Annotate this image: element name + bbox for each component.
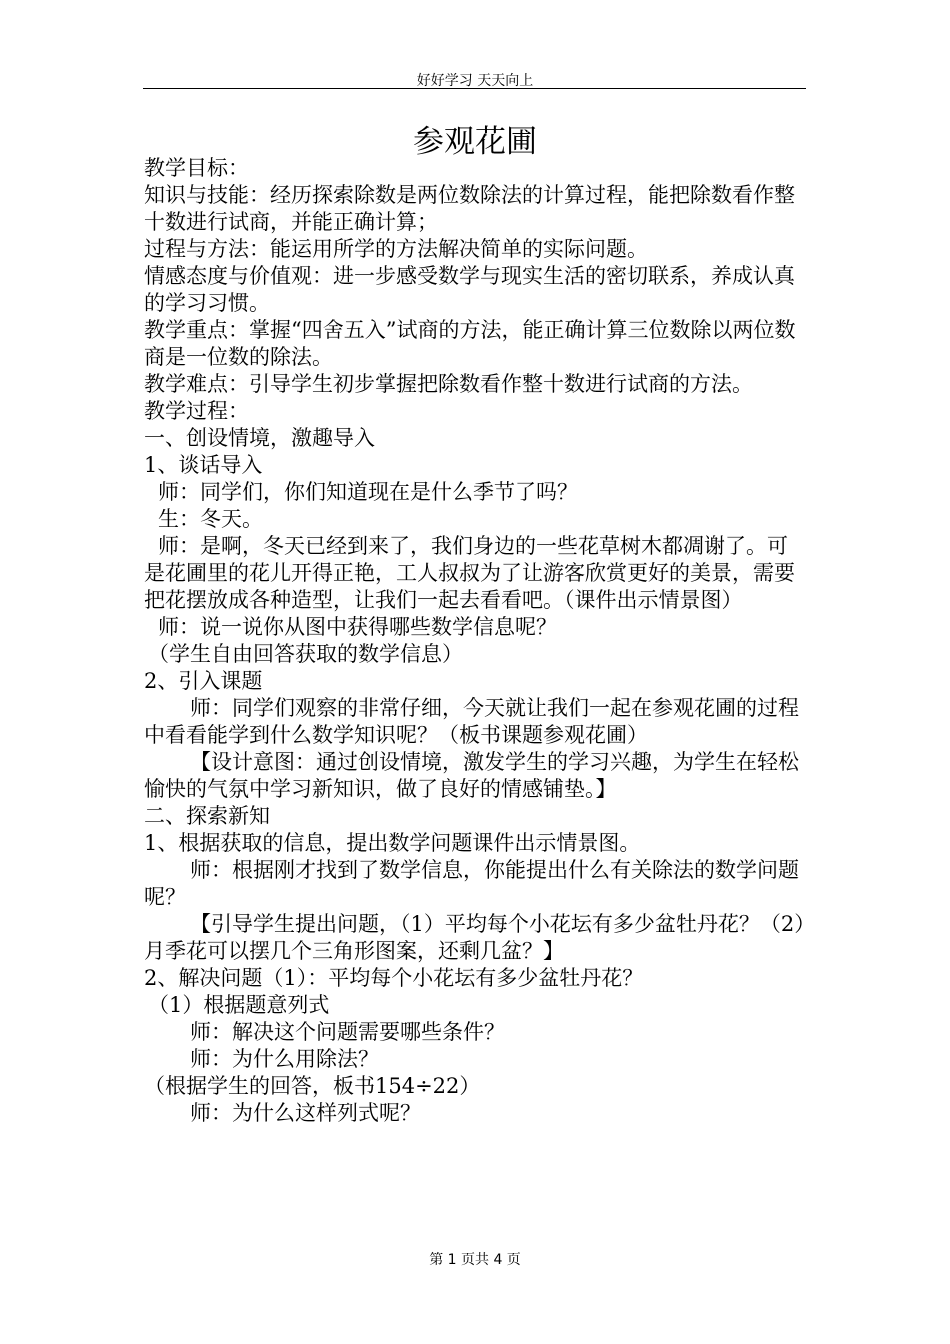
header-divider [143, 88, 806, 89]
dialogue-line: 师：根据刚才找到了数学信息，你能提出什么有关除法的数学问题呢？ [144, 858, 799, 909]
subsection-heading: 1、根据获取的信息，提出数学问题课件出示情景图。 [144, 831, 641, 855]
guidance-note: 【引导学生提出问题，（1）平均每个小花坛有多少盆牡丹花？（2）月季花可以摆几个三角形图案，还剩几盆？】 [144, 912, 805, 963]
step-heading: （1）根据题意列式 [148, 993, 330, 1017]
dialogue-line: 师：同学们，你们知道现在是什么季节了吗？ [158, 480, 578, 504]
subsection-heading: 1、谈话导入 [144, 453, 263, 477]
dialogue-line: 师：同学们观察的非常仔细，今天就让我们一起在参观花圃的过程中看看能学到什么数学知识呢？（板书课题参观花圃） [144, 696, 799, 747]
note-line: （学生自由回答获取的数学信息） [148, 642, 463, 666]
dialogue-line: 生：冬天。 [158, 507, 263, 531]
dialogue-line: 师：为什么用除法？ [190, 1047, 379, 1071]
paragraph: 教学难点：引导学生初步掌握把除数看作整十数进行试商的方法。 [144, 372, 753, 396]
document-title: 参观花圃 [413, 124, 537, 160]
page-footer: 第 1 页共 4 页 [429, 1252, 521, 1268]
paragraph: 情感态度与价值观：进一步感受数学与现实生活的密切联系，养成认真的学习习惯。 [144, 264, 795, 315]
dialogue-line: 师：为什么这样列式呢？ [190, 1101, 421, 1125]
paragraph: 教学重点：掌握“四舍五入”试商的方法，能正确计算三位数除以两位数商是一位数的除法。 [144, 318, 796, 369]
dialogue-line: 师：是啊，冬天已经到来了，我们身边的一些花草树木都凋谢了。可是花圃里的花儿开得正艳，工人叔叔为了让游客欣赏更好的美景，需要把花摆放成各种造型，让我们一起去看看吧。（课件出示情景图） [144, 534, 795, 612]
paragraph: 教学目标： [144, 156, 249, 180]
page-header: 好好学习 天天向上 [416, 73, 534, 89]
document-body [144, 155, 806, 1127]
subsection-heading: 2、引入课题 [144, 669, 263, 693]
dialogue-line: 师：解决这个问题需要哪些条件？ [190, 1020, 505, 1044]
paragraph: 知识与技能：经历探索除数是两位数除法的计算过程，能把除数看作整十数进行试商，并能正确计算； [144, 183, 795, 234]
paragraph: 教学过程： [144, 399, 249, 423]
subsection-heading: 2、解决问题（1）：平均每个小花坛有多少盆牡丹花？ [144, 966, 644, 990]
design-intent: 【设计意图：通过创设情境，激发学生的学习兴趣，为学生在轻松愉快的气氛中学习新知识，做了良好的情感铺垫。】 [144, 750, 799, 801]
section-heading: 二、探索新知 [144, 804, 270, 828]
paragraph: 过程与方法：能运用所学的方法解决简单的实际问题。 [144, 237, 648, 261]
section-heading: 一、创设情境，激趣导入 [144, 426, 375, 450]
note-line: （根据学生的回答，板书154÷22） [144, 1074, 481, 1098]
dialogue-line: 师：说一说你从图中获得哪些数学信息呢？ [158, 615, 557, 639]
